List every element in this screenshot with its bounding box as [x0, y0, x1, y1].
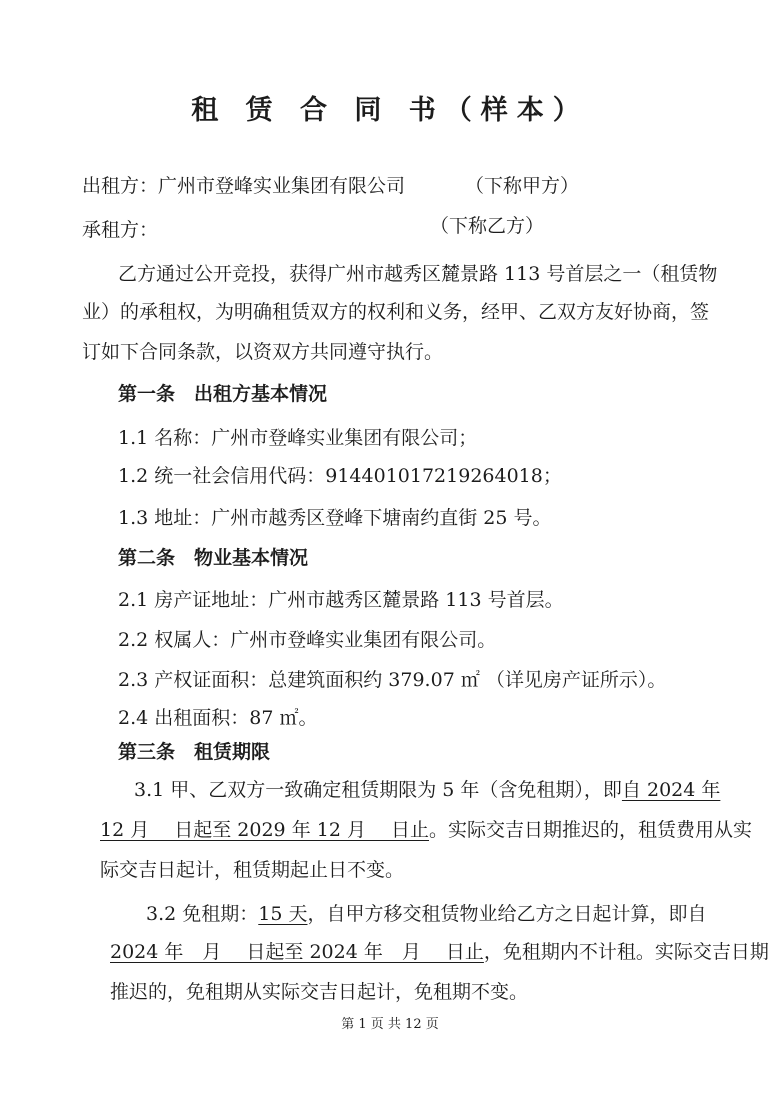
article-1-item-2: 1.2 统一社会信用代码：914401017219264018； — [118, 465, 562, 487]
clause-3-1-line-2 — [100, 818, 752, 842]
article-2-item-2: 2.2 权属人：广州市登峰实业集团有限公司。 — [118, 629, 497, 651]
lessor-label: 出租方： — [82, 175, 159, 197]
clause-3-1-line-1 — [134, 778, 720, 802]
lessee-label: 承租方： — [82, 219, 159, 241]
article-2-item-3: 2.3 产权证面积：总建筑面积约 379.07 ㎡ （详见房产证所示）。 — [118, 669, 667, 691]
clause-3-2-text: ，自甲方移交租赁物业给乙方之日起计算，即自 — [307, 903, 707, 925]
lessor-alias: （下称甲方） — [465, 175, 580, 197]
lessee-line — [82, 218, 158, 242]
article-3-heading: 第三条 租赁期限 — [118, 741, 271, 763]
article-1-heading: 第一条 出租方基本情况 — [118, 383, 328, 405]
intro-line-2: 业）的承租权，为明确租赁双方的权利和义务，经甲、乙双方友好协商，签 — [82, 301, 710, 323]
clause-3-2-line-1 — [146, 902, 707, 926]
article-1-item-1: 1.1 名称：广州市登峰实业集团有限公司； — [118, 427, 478, 449]
clause-3-2-text-2: ，免租期内不计租。实际交吉日期 — [483, 941, 769, 963]
article-2-heading: 第二条 物业基本情况 — [118, 547, 309, 569]
intro-line-3: 订如下合同条款，以资双方共同遵守执行。 — [82, 341, 444, 363]
article-2-item-4: 2.4 出租面积：87 ㎡。 — [118, 707, 318, 729]
lease-period-range: 12 月 日起至 2029 年 12 月 日止 — [100, 819, 429, 841]
lessor-line — [82, 174, 579, 198]
rent-free-days: 15 天 — [258, 903, 308, 925]
rent-free-period-range: 2024 年 月 日起至 2024 年 月 日止 — [110, 941, 484, 963]
intro-line-1: 乙方通过公开竞投，获得广州市越秀区麓景路 113 号首层之一（租赁物 — [118, 263, 718, 285]
article-1-item-3: 1.3 地址：广州市越秀区登峰下塘南约直街 25 号。 — [118, 507, 552, 529]
clause-3-2-line-3: 推迟的，免租期从实际交吉日起计，免租期不变。 — [110, 981, 529, 1003]
clause-3-2-line-2 — [110, 940, 769, 964]
lease-start-date: 自 2024 年 — [621, 779, 721, 801]
page-footer: 第 1 页 共 12 页 — [341, 1017, 439, 1032]
clause-3-1-text-2: 。实际交吉日期推迟的，租赁费用从实 — [429, 819, 753, 841]
clause-3-1-line-3: 际交吉日起计，租赁期起止日不变。 — [100, 859, 405, 881]
clause-3-1-text: 3.1 甲、乙双方一致确定租赁期限为 5 年（含免租期），即 — [134, 779, 622, 801]
article-2-item-1: 2.1 房产证地址：广州市越秀区麓景路 113 号首层。 — [118, 589, 564, 611]
lessee-alias: （下称乙方） — [430, 215, 545, 237]
clause-3-2-label: 3.2 免租期： — [146, 903, 259, 925]
document-title: 租 赁 合 同 书（样本） — [191, 95, 589, 126]
lessor-name: 广州市登峰实业集团有限公司 — [158, 175, 406, 197]
